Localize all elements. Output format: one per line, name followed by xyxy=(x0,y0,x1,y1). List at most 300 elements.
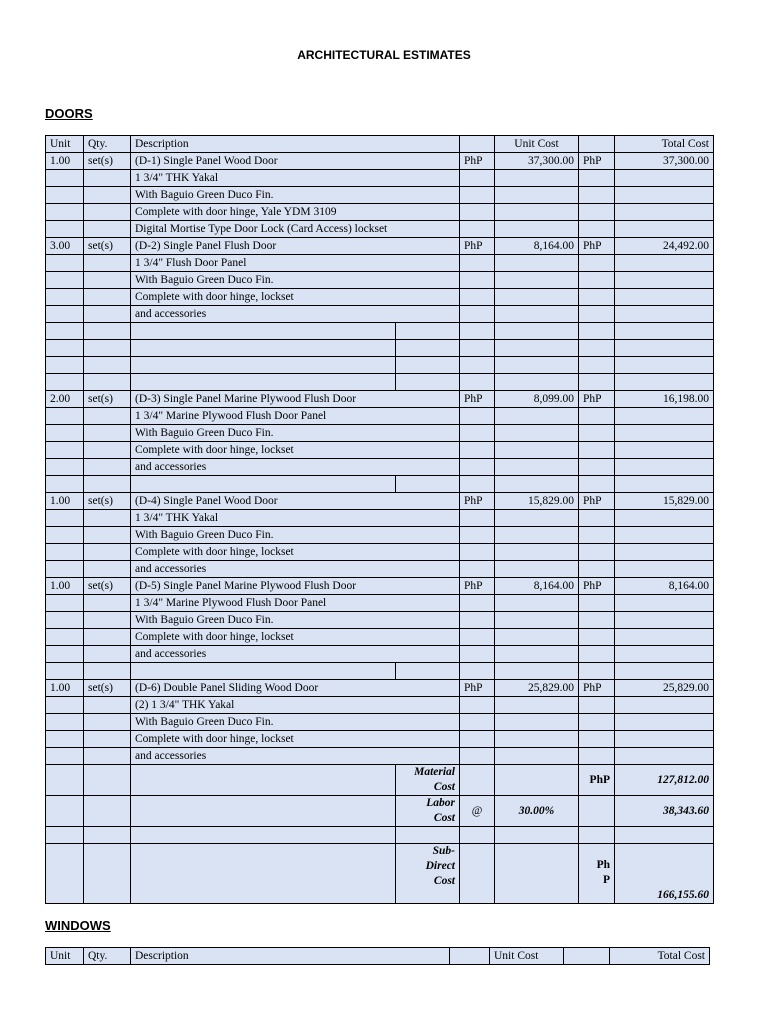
item-description: (D-1) Single Panel Wood Door xyxy=(131,153,460,170)
empty-cell xyxy=(495,255,579,272)
empty-cell xyxy=(615,204,714,221)
table-row xyxy=(46,493,714,510)
item-qty: set(s) xyxy=(84,680,131,697)
item-description-line: Digital Mortise Type Door Lock (Card Access) lockset xyxy=(131,221,460,238)
empty-cell xyxy=(579,272,615,289)
item-description-line: With Baguio Green Duco Fin. xyxy=(131,527,460,544)
empty-cell xyxy=(46,306,84,323)
empty-cell xyxy=(460,323,495,340)
empty-cell xyxy=(579,357,615,374)
empty-cell xyxy=(579,476,615,493)
item-unit: 1.00 xyxy=(46,680,84,697)
empty-cell xyxy=(46,796,84,827)
item-description-line: and accessories xyxy=(131,306,460,323)
item-total-currency: PhP xyxy=(579,391,615,408)
empty-cell xyxy=(131,323,396,340)
empty-cell xyxy=(495,442,579,459)
empty-cell xyxy=(460,187,495,204)
header-spacer xyxy=(450,948,490,965)
empty-cell xyxy=(84,408,131,425)
table-row xyxy=(46,255,714,272)
label-line: Sub- xyxy=(432,845,455,857)
table-row xyxy=(46,391,714,408)
item-currency: PhP xyxy=(460,680,495,697)
empty-cell xyxy=(579,221,615,238)
empty-cell xyxy=(131,844,396,904)
header-unit-cost: Unit Cost xyxy=(490,948,564,965)
label-line: Material xyxy=(414,766,455,778)
empty-cell xyxy=(615,510,714,527)
item-total-cost: 37,300.00 xyxy=(615,153,714,170)
empty-cell xyxy=(84,629,131,646)
empty-cell xyxy=(460,748,495,765)
empty-cell xyxy=(460,544,495,561)
empty-cell xyxy=(579,255,615,272)
labor-total: 38,343.60 xyxy=(615,796,714,827)
doors-table xyxy=(45,135,714,904)
table-row xyxy=(46,170,714,187)
table-row xyxy=(46,844,714,904)
empty-cell xyxy=(495,697,579,714)
empty-cell xyxy=(615,629,714,646)
empty-cell xyxy=(615,170,714,187)
item-total-cost: 25,829.00 xyxy=(615,680,714,697)
empty-cell xyxy=(579,697,615,714)
item-description-line: Complete with door hinge, Yale YDM 3109 xyxy=(131,204,460,221)
empty-cell xyxy=(46,731,84,748)
empty-cell xyxy=(460,595,495,612)
item-qty: set(s) xyxy=(84,238,131,255)
item-currency: PhP xyxy=(460,578,495,595)
empty-cell xyxy=(615,221,714,238)
empty-cell xyxy=(46,612,84,629)
empty-cell xyxy=(460,612,495,629)
empty-cell xyxy=(396,476,460,493)
empty-cell xyxy=(84,697,131,714)
table-row xyxy=(46,425,714,442)
table-row xyxy=(46,765,714,796)
empty-cell xyxy=(46,408,84,425)
label-line: P xyxy=(602,874,610,886)
empty-cell xyxy=(396,340,460,357)
table-row xyxy=(46,357,714,374)
empty-cell xyxy=(615,425,714,442)
empty-cell xyxy=(46,663,84,680)
item-unit: 1.00 xyxy=(46,578,84,595)
empty-cell xyxy=(495,527,579,544)
empty-cell xyxy=(615,187,714,204)
empty-cell xyxy=(84,306,131,323)
item-description-line: 1 3/4" THK Yakal xyxy=(131,170,460,187)
empty-cell xyxy=(460,646,495,663)
item-currency: PhP xyxy=(460,493,495,510)
item-total-currency: PhP xyxy=(579,153,615,170)
empty-cell xyxy=(460,289,495,306)
empty-cell xyxy=(84,510,131,527)
empty-cell xyxy=(131,340,396,357)
empty-cell xyxy=(460,844,495,904)
empty-cell xyxy=(84,221,131,238)
empty-cell xyxy=(460,510,495,527)
empty-cell xyxy=(460,408,495,425)
table-row xyxy=(46,796,714,827)
empty-cell xyxy=(615,272,714,289)
empty-cell xyxy=(495,612,579,629)
page-title: ARCHITECTURAL ESTIMATES xyxy=(297,48,471,62)
empty-cell xyxy=(84,595,131,612)
empty-cell xyxy=(615,561,714,578)
header-total-cost: Total Cost xyxy=(610,948,710,965)
item-unit: 2.00 xyxy=(46,391,84,408)
empty-cell xyxy=(460,442,495,459)
empty-cell xyxy=(579,459,615,476)
empty-cell xyxy=(495,646,579,663)
empty-cell xyxy=(396,357,460,374)
empty-cell xyxy=(46,255,84,272)
empty-cell xyxy=(495,510,579,527)
empty-cell xyxy=(460,272,495,289)
table-row xyxy=(46,204,714,221)
labor-rate: 30.00% xyxy=(495,796,579,827)
empty-cell xyxy=(579,289,615,306)
empty-cell xyxy=(46,595,84,612)
header-unit-cost: Unit Cost xyxy=(495,136,579,153)
empty-cell xyxy=(615,612,714,629)
empty-cell xyxy=(460,340,495,357)
item-unit-cost: 37,300.00 xyxy=(495,153,579,170)
empty-cell xyxy=(46,527,84,544)
item-total-cost: 15,829.00 xyxy=(615,493,714,510)
empty-cell xyxy=(615,408,714,425)
item-description: (D-2) Single Panel Flush Door xyxy=(131,238,460,255)
empty-cell xyxy=(131,827,396,844)
empty-cell xyxy=(460,697,495,714)
empty-cell xyxy=(495,425,579,442)
item-description: (D-6) Double Panel Sliding Wood Door xyxy=(131,680,460,697)
empty-cell xyxy=(46,221,84,238)
item-description-line: With Baguio Green Duco Fin. xyxy=(131,714,460,731)
empty-cell xyxy=(84,272,131,289)
empty-cell xyxy=(46,323,84,340)
empty-cell xyxy=(615,476,714,493)
empty-cell xyxy=(460,459,495,476)
subdirect-total: 166,155.60 xyxy=(615,844,714,904)
empty-cell xyxy=(495,170,579,187)
empty-cell xyxy=(579,510,615,527)
empty-cell xyxy=(495,323,579,340)
empty-cell xyxy=(46,170,84,187)
empty-cell xyxy=(46,646,84,663)
empty-cell xyxy=(46,459,84,476)
empty-cell xyxy=(579,527,615,544)
empty-cell xyxy=(615,714,714,731)
item-description-line: Complete with door hinge, lockset xyxy=(131,544,460,561)
table-row xyxy=(46,714,714,731)
empty-cell xyxy=(460,714,495,731)
empty-cell xyxy=(46,204,84,221)
table-row xyxy=(46,238,714,255)
table-row xyxy=(46,697,714,714)
empty-cell xyxy=(495,306,579,323)
empty-cell xyxy=(615,697,714,714)
table-row xyxy=(46,221,714,238)
subdirect-cost-label xyxy=(396,844,460,904)
empty-cell xyxy=(579,731,615,748)
table-row xyxy=(46,459,714,476)
empty-cell xyxy=(579,425,615,442)
header-qty: Qty. xyxy=(84,136,131,153)
empty-cell xyxy=(46,425,84,442)
item-description-line: 1 3/4" Flush Door Panel xyxy=(131,255,460,272)
doors-heading: DOORS xyxy=(45,106,93,121)
item-description-line: With Baguio Green Duco Fin. xyxy=(131,187,460,204)
empty-cell xyxy=(396,663,460,680)
empty-cell xyxy=(495,544,579,561)
empty-cell xyxy=(579,306,615,323)
empty-cell xyxy=(579,408,615,425)
label-line: Cost xyxy=(433,812,455,824)
empty-cell xyxy=(495,374,579,391)
empty-cell xyxy=(615,459,714,476)
item-unit-cost: 25,829.00 xyxy=(495,680,579,697)
table-row xyxy=(46,527,714,544)
empty-cell xyxy=(84,561,131,578)
item-currency: PhP xyxy=(460,238,495,255)
empty-cell xyxy=(84,357,131,374)
empty-cell xyxy=(46,442,84,459)
item-description-line: Complete with door hinge, lockset xyxy=(131,629,460,646)
empty-cell xyxy=(460,765,495,796)
empty-cell xyxy=(46,827,84,844)
empty-cell xyxy=(131,663,396,680)
empty-cell xyxy=(46,844,84,904)
item-description-line: 1 3/4" THK Yakal xyxy=(131,510,460,527)
empty-cell xyxy=(495,459,579,476)
empty-cell xyxy=(84,827,131,844)
empty-cell xyxy=(460,170,495,187)
item-description: (D-3) Single Panel Marine Plywood Flush Door xyxy=(131,391,460,408)
label-line: Cost xyxy=(433,781,455,793)
label-line: Ph xyxy=(596,859,610,871)
empty-cell xyxy=(46,357,84,374)
empty-cell xyxy=(579,827,615,844)
item-total-cost: 24,492.00 xyxy=(615,238,714,255)
empty-cell xyxy=(84,612,131,629)
table-row xyxy=(46,476,714,493)
empty-cell xyxy=(84,765,131,796)
empty-cell xyxy=(579,323,615,340)
empty-cell xyxy=(46,544,84,561)
windows-table xyxy=(45,947,710,965)
empty-cell xyxy=(495,221,579,238)
empty-cell xyxy=(84,340,131,357)
item-total-currency: PhP xyxy=(579,493,615,510)
table-row xyxy=(46,663,714,680)
table-row xyxy=(46,646,714,663)
header-spacer xyxy=(460,136,495,153)
header-unit: Unit xyxy=(46,136,84,153)
item-total-currency: PhP xyxy=(579,238,615,255)
empty-cell xyxy=(84,663,131,680)
empty-cell xyxy=(615,306,714,323)
table-row xyxy=(46,731,714,748)
empty-cell xyxy=(84,796,131,827)
item-description-line: and accessories xyxy=(131,646,460,663)
empty-cell xyxy=(460,731,495,748)
empty-cell xyxy=(495,476,579,493)
table-row xyxy=(46,340,714,357)
empty-cell xyxy=(615,357,714,374)
item-total-cost: 8,164.00 xyxy=(615,578,714,595)
empty-cell xyxy=(131,796,396,827)
table-row xyxy=(46,612,714,629)
empty-cell xyxy=(46,272,84,289)
item-unit: 3.00 xyxy=(46,238,84,255)
item-unit-cost: 8,164.00 xyxy=(495,238,579,255)
empty-cell xyxy=(46,510,84,527)
item-description-line: With Baguio Green Duco Fin. xyxy=(131,612,460,629)
empty-cell xyxy=(495,340,579,357)
empty-cell xyxy=(579,663,615,680)
label-line: Direct xyxy=(425,860,455,872)
empty-cell xyxy=(396,827,460,844)
table-row xyxy=(46,595,714,612)
empty-cell xyxy=(579,629,615,646)
empty-cell xyxy=(495,731,579,748)
empty-cell xyxy=(495,408,579,425)
item-currency: PhP xyxy=(460,391,495,408)
item-unit-cost: 8,164.00 xyxy=(495,578,579,595)
empty-cell xyxy=(495,629,579,646)
empty-cell xyxy=(460,663,495,680)
empty-cell xyxy=(460,204,495,221)
empty-cell xyxy=(615,663,714,680)
empty-cell xyxy=(46,629,84,646)
item-description: (D-5) Single Panel Marine Plywood Flush Door xyxy=(131,578,460,595)
empty-cell xyxy=(84,476,131,493)
empty-cell xyxy=(46,714,84,731)
empty-cell xyxy=(46,476,84,493)
empty-cell xyxy=(46,561,84,578)
table-row xyxy=(46,544,714,561)
empty-cell xyxy=(84,844,131,904)
empty-cell xyxy=(84,646,131,663)
subdirect-currency xyxy=(579,844,615,904)
empty-cell xyxy=(495,595,579,612)
header-description: Description xyxy=(131,136,460,153)
empty-cell xyxy=(615,255,714,272)
empty-cell xyxy=(460,476,495,493)
header-spacer xyxy=(579,136,615,153)
empty-cell xyxy=(579,204,615,221)
item-currency: PhP xyxy=(460,153,495,170)
empty-cell xyxy=(84,374,131,391)
empty-cell xyxy=(579,340,615,357)
empty-cell xyxy=(460,425,495,442)
item-unit-cost: 8,099.00 xyxy=(495,391,579,408)
empty-cell xyxy=(579,561,615,578)
empty-cell xyxy=(84,731,131,748)
empty-cell xyxy=(615,544,714,561)
empty-cell xyxy=(495,204,579,221)
empty-cell xyxy=(615,442,714,459)
empty-cell xyxy=(46,187,84,204)
empty-cell xyxy=(579,544,615,561)
empty-cell xyxy=(396,323,460,340)
item-total-currency: PhP xyxy=(579,578,615,595)
empty-cell xyxy=(495,765,579,796)
empty-cell xyxy=(460,527,495,544)
empty-cell xyxy=(84,289,131,306)
empty-cell xyxy=(84,544,131,561)
item-description-line: 1 3/4" Marine Plywood Flush Door Panel xyxy=(131,408,460,425)
table-row xyxy=(46,306,714,323)
item-total-cost: 16,198.00 xyxy=(615,391,714,408)
empty-cell xyxy=(495,272,579,289)
empty-cell xyxy=(84,187,131,204)
empty-cell xyxy=(615,595,714,612)
table-row xyxy=(46,323,714,340)
empty-cell xyxy=(615,527,714,544)
table-row xyxy=(46,187,714,204)
material-cost-label xyxy=(396,765,460,796)
label-line: Cost xyxy=(433,875,455,887)
table-row xyxy=(46,442,714,459)
table-row xyxy=(46,289,714,306)
empty-cell xyxy=(84,170,131,187)
empty-cell xyxy=(460,827,495,844)
empty-cell xyxy=(131,374,396,391)
empty-cell xyxy=(495,663,579,680)
table-row xyxy=(46,153,714,170)
table-row xyxy=(46,408,714,425)
empty-cell xyxy=(579,374,615,391)
empty-cell xyxy=(396,374,460,391)
empty-cell xyxy=(46,374,84,391)
table-header-row xyxy=(46,948,710,965)
empty-cell xyxy=(615,748,714,765)
empty-cell xyxy=(460,629,495,646)
item-description-line: With Baguio Green Duco Fin. xyxy=(131,425,460,442)
empty-cell xyxy=(84,442,131,459)
empty-cell xyxy=(46,748,84,765)
empty-cell xyxy=(615,374,714,391)
empty-cell xyxy=(46,765,84,796)
empty-cell xyxy=(495,844,579,904)
empty-cell xyxy=(495,827,579,844)
empty-cell xyxy=(84,323,131,340)
item-description-line: (2) 1 3/4" THK Yakal xyxy=(131,697,460,714)
empty-cell xyxy=(579,170,615,187)
empty-cell xyxy=(615,340,714,357)
table-header-row xyxy=(46,136,714,153)
empty-cell xyxy=(615,827,714,844)
table-row xyxy=(46,510,714,527)
empty-cell xyxy=(615,646,714,663)
empty-cell xyxy=(615,731,714,748)
item-unit: 1.00 xyxy=(46,493,84,510)
empty-cell xyxy=(84,204,131,221)
empty-cell xyxy=(495,357,579,374)
item-description-line: and accessories xyxy=(131,459,460,476)
empty-cell xyxy=(495,748,579,765)
material-total: 127,812.00 xyxy=(615,765,714,796)
empty-cell xyxy=(579,748,615,765)
empty-cell xyxy=(579,442,615,459)
table-row xyxy=(46,374,714,391)
item-description-line: With Baguio Green Duco Fin. xyxy=(131,272,460,289)
empty-cell xyxy=(131,476,396,493)
